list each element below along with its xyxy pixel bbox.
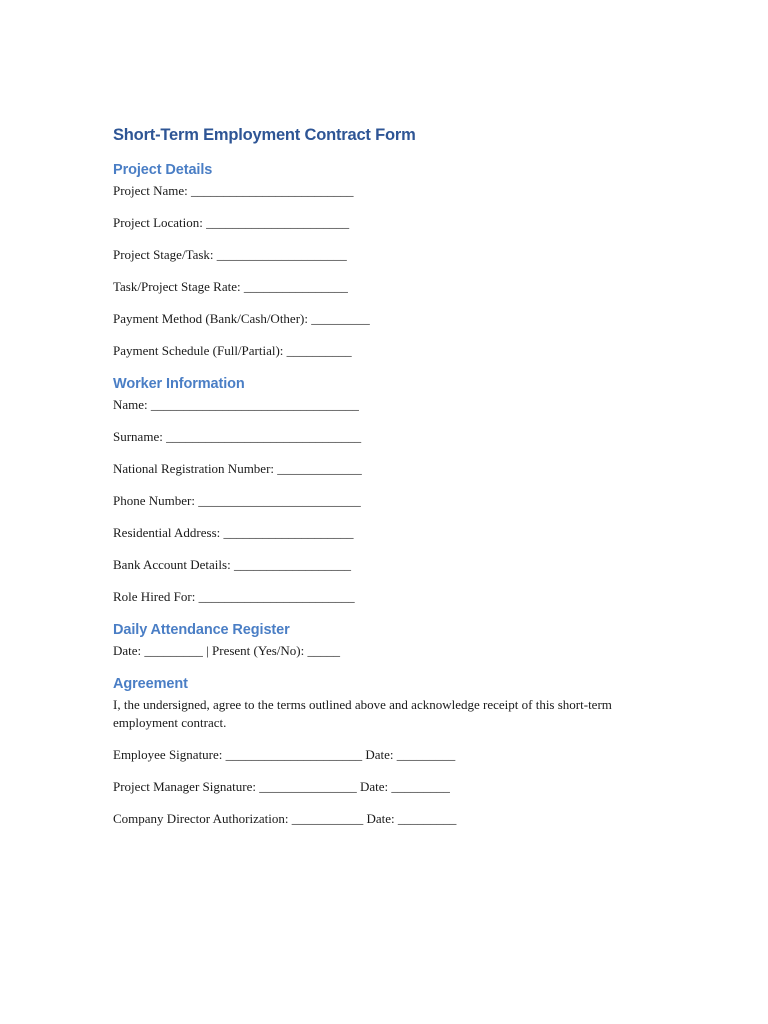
worker-information-section [113,374,673,606]
document-title: Short-Term Employment Contract Form [113,126,416,144]
project-stage-task-field: Project Stage/Task: ____________________ [113,247,347,262]
project-manager-signature-field: Project Manager Signature: _______________ Date: _________ [113,779,450,794]
payment-method-field: Payment Method (Bank/Cash/Other): _________ [113,311,370,326]
project-name-field: Project Name: _________________________ [113,183,354,198]
phone-number-field: Phone Number: _________________________ [113,493,361,508]
attendance-date-present-field: Date: _________ | Present (Yes/No): _____ [113,643,340,658]
agreement-section [113,674,673,828]
agreement-paragraph: I, the undersigned, agree to the terms outlined above and acknowledge receipt of this short-term employment contract. [113,697,612,730]
worker-name-field: Name: ________________________________ [113,397,359,412]
project-details-section [113,160,673,360]
worker-information-heading: Worker Information [113,376,245,392]
agreement-heading: Agreement [113,676,188,692]
payment-schedule-field: Payment Schedule (Full/Partial): __________ [113,343,352,358]
bank-account-field: Bank Account Details: __________________ [113,557,351,572]
role-hired-field: Role Hired For: ________________________ [113,589,355,604]
residential-address-field: Residential Address: ____________________ [113,525,354,540]
employee-signature-field: Employee Signature: _____________________ Date: _________ [113,747,456,762]
document-page [113,124,673,842]
daily-attendance-section [113,620,673,660]
national-registration-field: National Registration Number: _____________ [113,461,362,476]
daily-attendance-heading: Daily Attendance Register [113,622,290,638]
project-location-field: Project Location: ______________________ [113,215,350,230]
company-director-authorization-field: Company Director Authorization: ___________ Date: _________ [113,811,457,826]
worker-surname-field: Surname: ______________________________ [113,429,362,444]
project-details-heading: Project Details [113,162,213,178]
stage-rate-field: Task/Project Stage Rate: ________________ [113,279,348,294]
